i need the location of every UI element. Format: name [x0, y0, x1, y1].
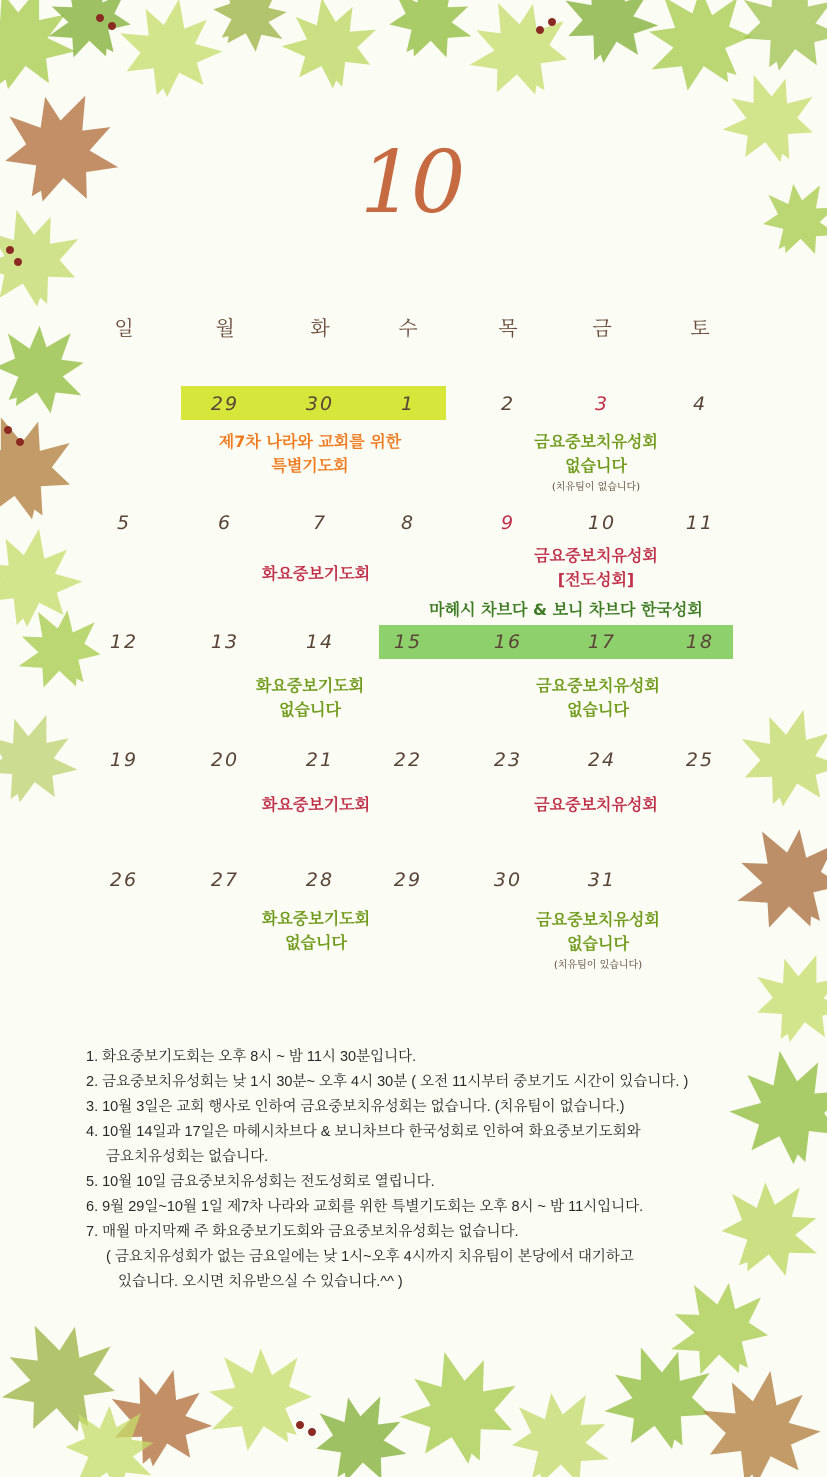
event-tuesday-none-3 — [256, 674, 364, 722]
maple-leaf-icon — [0, 70, 140, 224]
maple-leaf-icon — [0, 196, 92, 318]
date-cell: 2 — [500, 393, 516, 415]
event-tuesday-prayer-4 — [262, 793, 370, 817]
event-tuesday-prayer-2 — [262, 562, 370, 586]
note-item: 1. 화요중보기도회는 오후 8시 ~ 밤 11시 30분입니다. — [86, 1049, 417, 1065]
event-line: 없습니다 — [279, 700, 341, 719]
event-tuesday-none-5 — [262, 907, 370, 955]
berry-icon — [6, 246, 14, 254]
event-note: (치유팀이 있습니다) — [553, 960, 643, 971]
date-cell: 23 — [493, 749, 523, 771]
date-cell: 14 — [305, 631, 335, 653]
event-line: [전도성회] — [557, 570, 635, 589]
maple-leaf-icon — [0, 520, 90, 635]
date-cell: 12 — [109, 631, 139, 653]
maple-leaf-icon — [492, 1369, 631, 1477]
weekday-label: 월 — [215, 316, 235, 340]
weekday-label: 일 — [114, 316, 134, 340]
maple-leaf-icon — [740, 938, 827, 1057]
maple-leaf-icon — [552, 0, 668, 74]
date-cell: 30 — [493, 869, 523, 891]
maple-leaf-icon — [0, 698, 92, 817]
event-line: 화요중보기도회 — [255, 676, 365, 695]
date-cell: 13 — [210, 631, 240, 653]
weekday-label: 금 — [592, 316, 612, 340]
weekday-label: 목 — [498, 316, 518, 340]
date-cell: 29 — [210, 393, 240, 415]
date-cell: 4 — [692, 393, 708, 415]
event-line: 금요중보치유성회 — [534, 546, 658, 565]
event-line: 특별기도회 — [271, 456, 349, 475]
event-special-prayer — [219, 430, 401, 478]
date-cell: 25 — [685, 749, 715, 771]
event-line: 없습니다 — [567, 934, 629, 953]
berry-icon — [296, 1421, 304, 1429]
maple-leaf-icon — [728, 696, 827, 818]
note-item: 5. 10월 10일 금요중보치유성회는 전도성회로 열립니다. — [86, 1174, 435, 1190]
date-cell: 24 — [587, 749, 617, 771]
event-friday-evangelism — [534, 544, 658, 592]
weekday-label: 토 — [690, 316, 710, 340]
date-cell: 29 — [393, 869, 423, 891]
maple-leaf-icon — [196, 0, 306, 69]
note-item: 6. 9월 29일~10월 1일 제7차 나라와 교회를 위한 특별기도회는 오후 8시 ~ 밤 11시입니다. — [86, 1199, 644, 1215]
event-line: 금요중보치유성회 — [534, 432, 658, 451]
event-note: (치유팀이 없습니다) — [551, 482, 641, 493]
berry-icon — [108, 22, 116, 30]
maple-leaf-icon — [451, 0, 587, 114]
maple-leaf-icon — [0, 398, 90, 536]
berry-icon — [536, 26, 544, 34]
event-line: 제7차 나라와 교회를 위한 — [218, 432, 402, 451]
weekday-label: 수 — [398, 316, 418, 340]
maple-leaf-icon — [714, 804, 827, 952]
note-item: 7. 매월 마지막째 주 화요중보기도회와 금요중보치유성회는 없습니다. — [86, 1224, 519, 1240]
notes-list — [86, 1045, 786, 1295]
event-friday-none-5 — [536, 908, 660, 976]
event-line: 금요중보치유성회 — [534, 795, 658, 814]
date-cell: 27 — [210, 869, 240, 891]
weekday-label: 화 — [310, 316, 330, 340]
date-cell: 22 — [393, 749, 423, 771]
maple-leaf-icon — [0, 302, 108, 434]
date-cell: 1 — [400, 393, 416, 415]
berry-icon — [96, 14, 104, 22]
event-line: 없습니다 — [565, 456, 627, 475]
maple-leaf-icon — [621, 0, 775, 115]
date-cell: 19 — [109, 749, 139, 771]
event-friday-healing-4 — [534, 793, 658, 817]
event-line: 화요중보기도회 — [261, 909, 371, 928]
event-korea-conference-banner — [429, 598, 703, 622]
date-cell: 30 — [305, 393, 335, 415]
maple-leaf-icon — [692, 1360, 827, 1477]
event-line: 금요중보치유성회 — [536, 676, 660, 695]
maple-leaf-icon — [274, 0, 384, 96]
berry-icon — [548, 18, 556, 26]
date-cell: 7 — [312, 512, 328, 534]
event-line: 화요중보기도회 — [261, 795, 371, 814]
event-line: 마헤시 차브다 & 보니 차브다 한국성회 — [429, 600, 703, 619]
date-cell: 9 — [500, 512, 516, 534]
maple-leaf-icon — [298, 1376, 424, 1477]
berry-icon — [14, 258, 22, 266]
date-cell: 28 — [305, 869, 335, 891]
date-cell: 21 — [305, 749, 335, 771]
date-cell: 20 — [210, 749, 240, 771]
maple-leaf-icon — [725, 0, 827, 87]
note-item: 3. 10월 3일은 교회 행사로 인하여 금요중보치유성회는 없습니다. (치유팀이 없습니다.) — [86, 1099, 625, 1115]
date-cell: 17 — [587, 631, 617, 653]
date-cell: 31 — [587, 869, 617, 891]
note-item-continued: 있습니다. 오시면 치유받으실 수 있습니다.^^ ) — [118, 1274, 403, 1290]
date-cell: 16 — [493, 631, 523, 653]
maple-leaf-icon — [181, 1321, 335, 1474]
event-line: 없습니다 — [567, 700, 629, 719]
date-cell: 11 — [685, 512, 715, 534]
note-item: 2. 금요중보치유성회는 낮 1시 30분~ 오후 4시 30분 ( 오전 11시부터 중보기도 시간이 있습니다. ) — [86, 1074, 689, 1090]
event-line: 화요중보기도회 — [261, 564, 371, 583]
date-cell: 26 — [109, 869, 139, 891]
note-item-continued: 금요치유성회는 없습니다. — [106, 1149, 269, 1165]
berry-icon — [16, 438, 24, 446]
date-cell: 8 — [400, 512, 416, 534]
berry-icon — [308, 1428, 316, 1436]
event-line: 금요중보치유성회 — [536, 910, 660, 929]
month-title: 10 — [360, 133, 462, 233]
event-line: 없습니다 — [285, 933, 347, 952]
berry-icon — [4, 426, 12, 434]
date-cell: 15 — [393, 631, 423, 653]
date-cell: 18 — [685, 631, 715, 653]
maple-leaf-icon — [747, 165, 827, 271]
maple-leaf-icon — [387, 1337, 532, 1477]
note-item-continued: ( 금요치유성회가 없는 금요일에는 낮 1시~오후 4시까지 치유팀이 본당에서 대기하고 — [106, 1249, 634, 1265]
date-cell: 10 — [587, 512, 617, 534]
maple-leaf-icon — [111, 0, 231, 105]
date-cell: 5 — [116, 512, 132, 534]
note-item: 4. 10월 14일과 17일은 마헤시차브다 & 보니차브다 한국성회로 인하여 화요중보기도회와 — [86, 1124, 641, 1140]
event-friday-none-3 — [536, 674, 660, 722]
date-cell: 6 — [217, 512, 233, 534]
event-friday-none-1 — [534, 430, 658, 498]
date-cell: 3 — [594, 393, 610, 415]
